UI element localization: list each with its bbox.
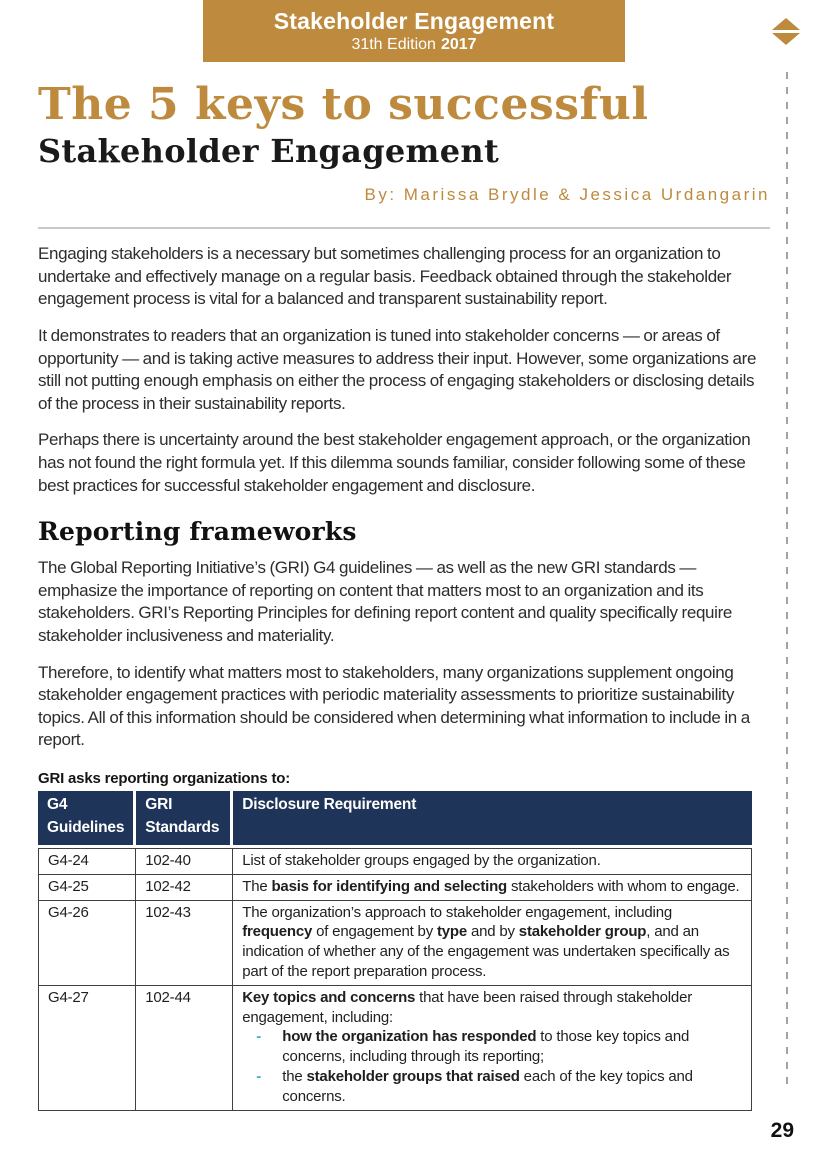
g4-guideline-cell: G4-24: [38, 848, 136, 875]
col-header-gri-standards: GRI Standards: [136, 791, 233, 848]
table-row: [38, 875, 752, 901]
table-row: [38, 901, 752, 986]
banner-edition-label: 31th Edition: [351, 36, 436, 53]
triangle-up-icon: [772, 18, 800, 30]
bullet-text: how the organization has responded to those key topics and concerns, including through its reporting;: [282, 1028, 690, 1066]
requirement-text: The basis for identifying and selecting stakeholders with whom to engage.: [242, 877, 740, 895]
g4-guideline-cell: G4-27: [38, 986, 136, 1111]
bullet-item: [256, 1067, 742, 1107]
article-title: The 5 keys to successful: [38, 79, 649, 130]
col-header-g4-guidelines: G4 Guidelines: [38, 791, 136, 848]
banner-edition: [203, 36, 625, 54]
paragraph: Engaging stakeholders is a necessary but sometimes challenging process for an organization to undertake and effectively manage on a regular basis. Feedback obtained through the stakeholder engagement process is vital for a balanced and transparent sustainability report.: [38, 244, 732, 309]
divider-rule: [38, 227, 770, 229]
banner-title: Stakeholder Engagement: [273, 8, 555, 34]
table-row: [38, 848, 752, 875]
bullet-text: the stakeholder groups that raised each of the key topics and concerns.: [282, 1067, 693, 1105]
diamond-icon: [772, 18, 802, 45]
section-heading: Reporting frameworks: [38, 517, 357, 547]
table-header-row: [38, 791, 752, 848]
disclosure-requirement-cell: [233, 875, 752, 901]
bullet-dash-icon: -: [256, 1067, 262, 1085]
requirement-text: The organization’s approach to stakeholder engagement, including frequency of engagement by type and by stakeholder group, and an indication of whether any of the engagement was undertaken specifically as part of the report preparation process.: [242, 903, 730, 980]
paragraph: The Global Reporting Initiative’s (GRI) G4 guidelines — as well as the new GRI standards — emphasize the importance of reporting on content that matters most to an organization and its stakeholders. GRI’s Reporting Principles for defining report content and quality specifically require stakeholder inclusiveness and materiality.: [38, 558, 732, 646]
requirement-text: List of stakeholder groups engaged by the organization.: [242, 852, 601, 869]
disclosure-requirement-cell: [233, 848, 752, 875]
gri-table-body: [38, 848, 752, 1111]
article: [38, 80, 770, 1111]
bullet-item: [256, 1027, 742, 1067]
banner-year: 2017: [440, 36, 477, 53]
disclosure-requirement-cell: [233, 986, 752, 1111]
byline: By: Marissa Brydle & Jessica Urdangarin: [364, 185, 770, 205]
bullet-dash-icon: -: [256, 1028, 262, 1046]
gri-standard-cell: 102-42: [136, 875, 233, 901]
g4-guideline-cell: G4-26: [38, 901, 136, 986]
disclosure-requirement-cell: [233, 901, 752, 986]
page-number: 29: [770, 1119, 794, 1142]
paragraph: Perhaps there is uncertainty around the best stakeholder engagement approach, or the organization has not found the right formula yet. If this dilemma sounds familiar, consider following some of these best practices for successful stakeholder engagement and disclosure.: [38, 430, 751, 495]
paragraph: It demonstrates to readers that an organization is tuned into stakeholder concerns — or areas of opportunity — and is taking active measures to address their input. However, some organizations are still not putting enough emphasis on either the process of engaging stakeholders or disclosing details of the process in their sustainability reports.: [38, 325, 757, 413]
article-subtitle: Stakeholder Engagement: [38, 132, 500, 171]
gri-standard-cell: 102-43: [136, 901, 233, 986]
table-caption: GRI asks reporting organizations to:: [38, 770, 290, 788]
dashed-divider: [786, 72, 788, 1086]
triangle-down-icon: [772, 33, 800, 45]
edition-banner: [203, 0, 625, 62]
col-header-disclosure-requirement: Disclosure Requirement: [233, 791, 752, 848]
table-row: [38, 986, 752, 1111]
gri-standard-cell: 102-44: [136, 986, 233, 1111]
requirement-text: Key topics and concerns that have been raised through stakeholder engagement, including:: [242, 988, 693, 1026]
gri-standard-cell: 102-40: [136, 848, 233, 875]
gri-table: [38, 791, 752, 1111]
paragraph: Therefore, to identify what matters most to stakeholders, many organizations supplement ongoing stakeholder engagement practices with periodic materiality assessments to prioritize sustainability topics. All of this information should be considered when determining what information to include in a report.: [38, 662, 750, 750]
g4-guideline-cell: G4-25: [38, 875, 136, 901]
